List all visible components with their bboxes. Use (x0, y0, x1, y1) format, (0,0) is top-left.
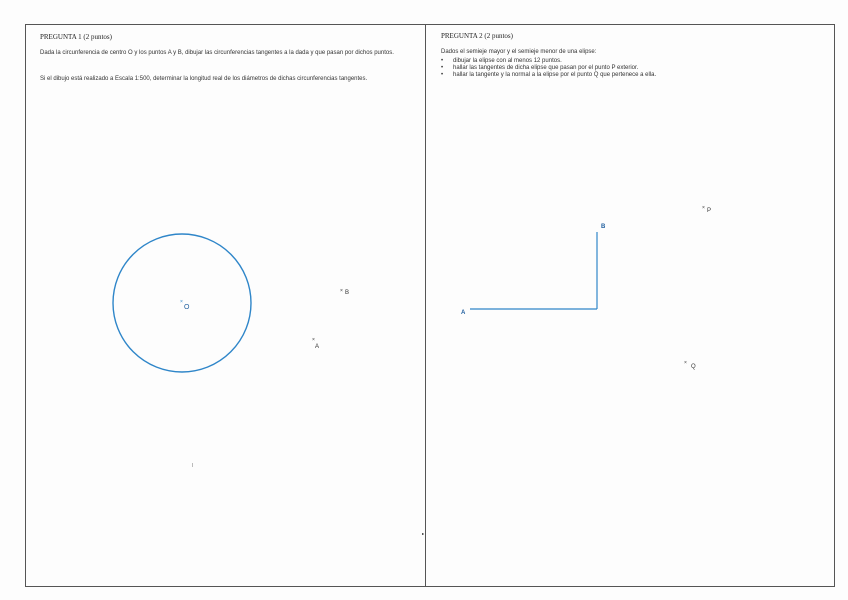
speck (422, 533, 424, 535)
point-a-label: A (315, 344, 320, 350)
speck (192, 463, 193, 467)
point-p-marker: × (702, 205, 705, 211)
point-b-label: B (345, 290, 350, 296)
point-p-label: P (707, 208, 712, 214)
point-q-label: Q (691, 364, 696, 370)
point-q-marker: × (684, 360, 687, 366)
question1-title: PREGUNTA 1 (2 puntos) (40, 33, 112, 41)
question2-bullet: • hallar la tangente y la normal a la elipse por el punto Q que pertenece a ella. (441, 72, 656, 79)
question1-paragraph2: Si el dibujo está realizado a Escala 1:500, determinar la longitud real de los diámetros de dichas circunferencias tangentes. (40, 76, 368, 82)
point-b-marker: × (340, 288, 343, 294)
question1-paragraph1: Dada la circunferencia de centro O y los puntos A y B, dibujar las circunferencias tangentes a la dada y que pasan por dichos puntos. (40, 50, 394, 56)
question2-intro: Dados el semieje mayor y el semieje menor de una elipse: (441, 49, 597, 55)
axis-a-label: A (461, 310, 466, 316)
question2-bullet: • dibujar la elipse con al menos 12 puntos. (441, 58, 656, 65)
question2-bullet: • hallar las tangentes de dicha elipse que pasan por el punto P exterior. (441, 65, 656, 72)
center-marker: × (180, 299, 183, 305)
axis-b-label: B (601, 224, 606, 230)
point-a-marker: × (312, 337, 315, 343)
question2-title: PREGUNTA 2 (2 puntos) (441, 32, 513, 40)
center-label-o: O (184, 304, 190, 311)
